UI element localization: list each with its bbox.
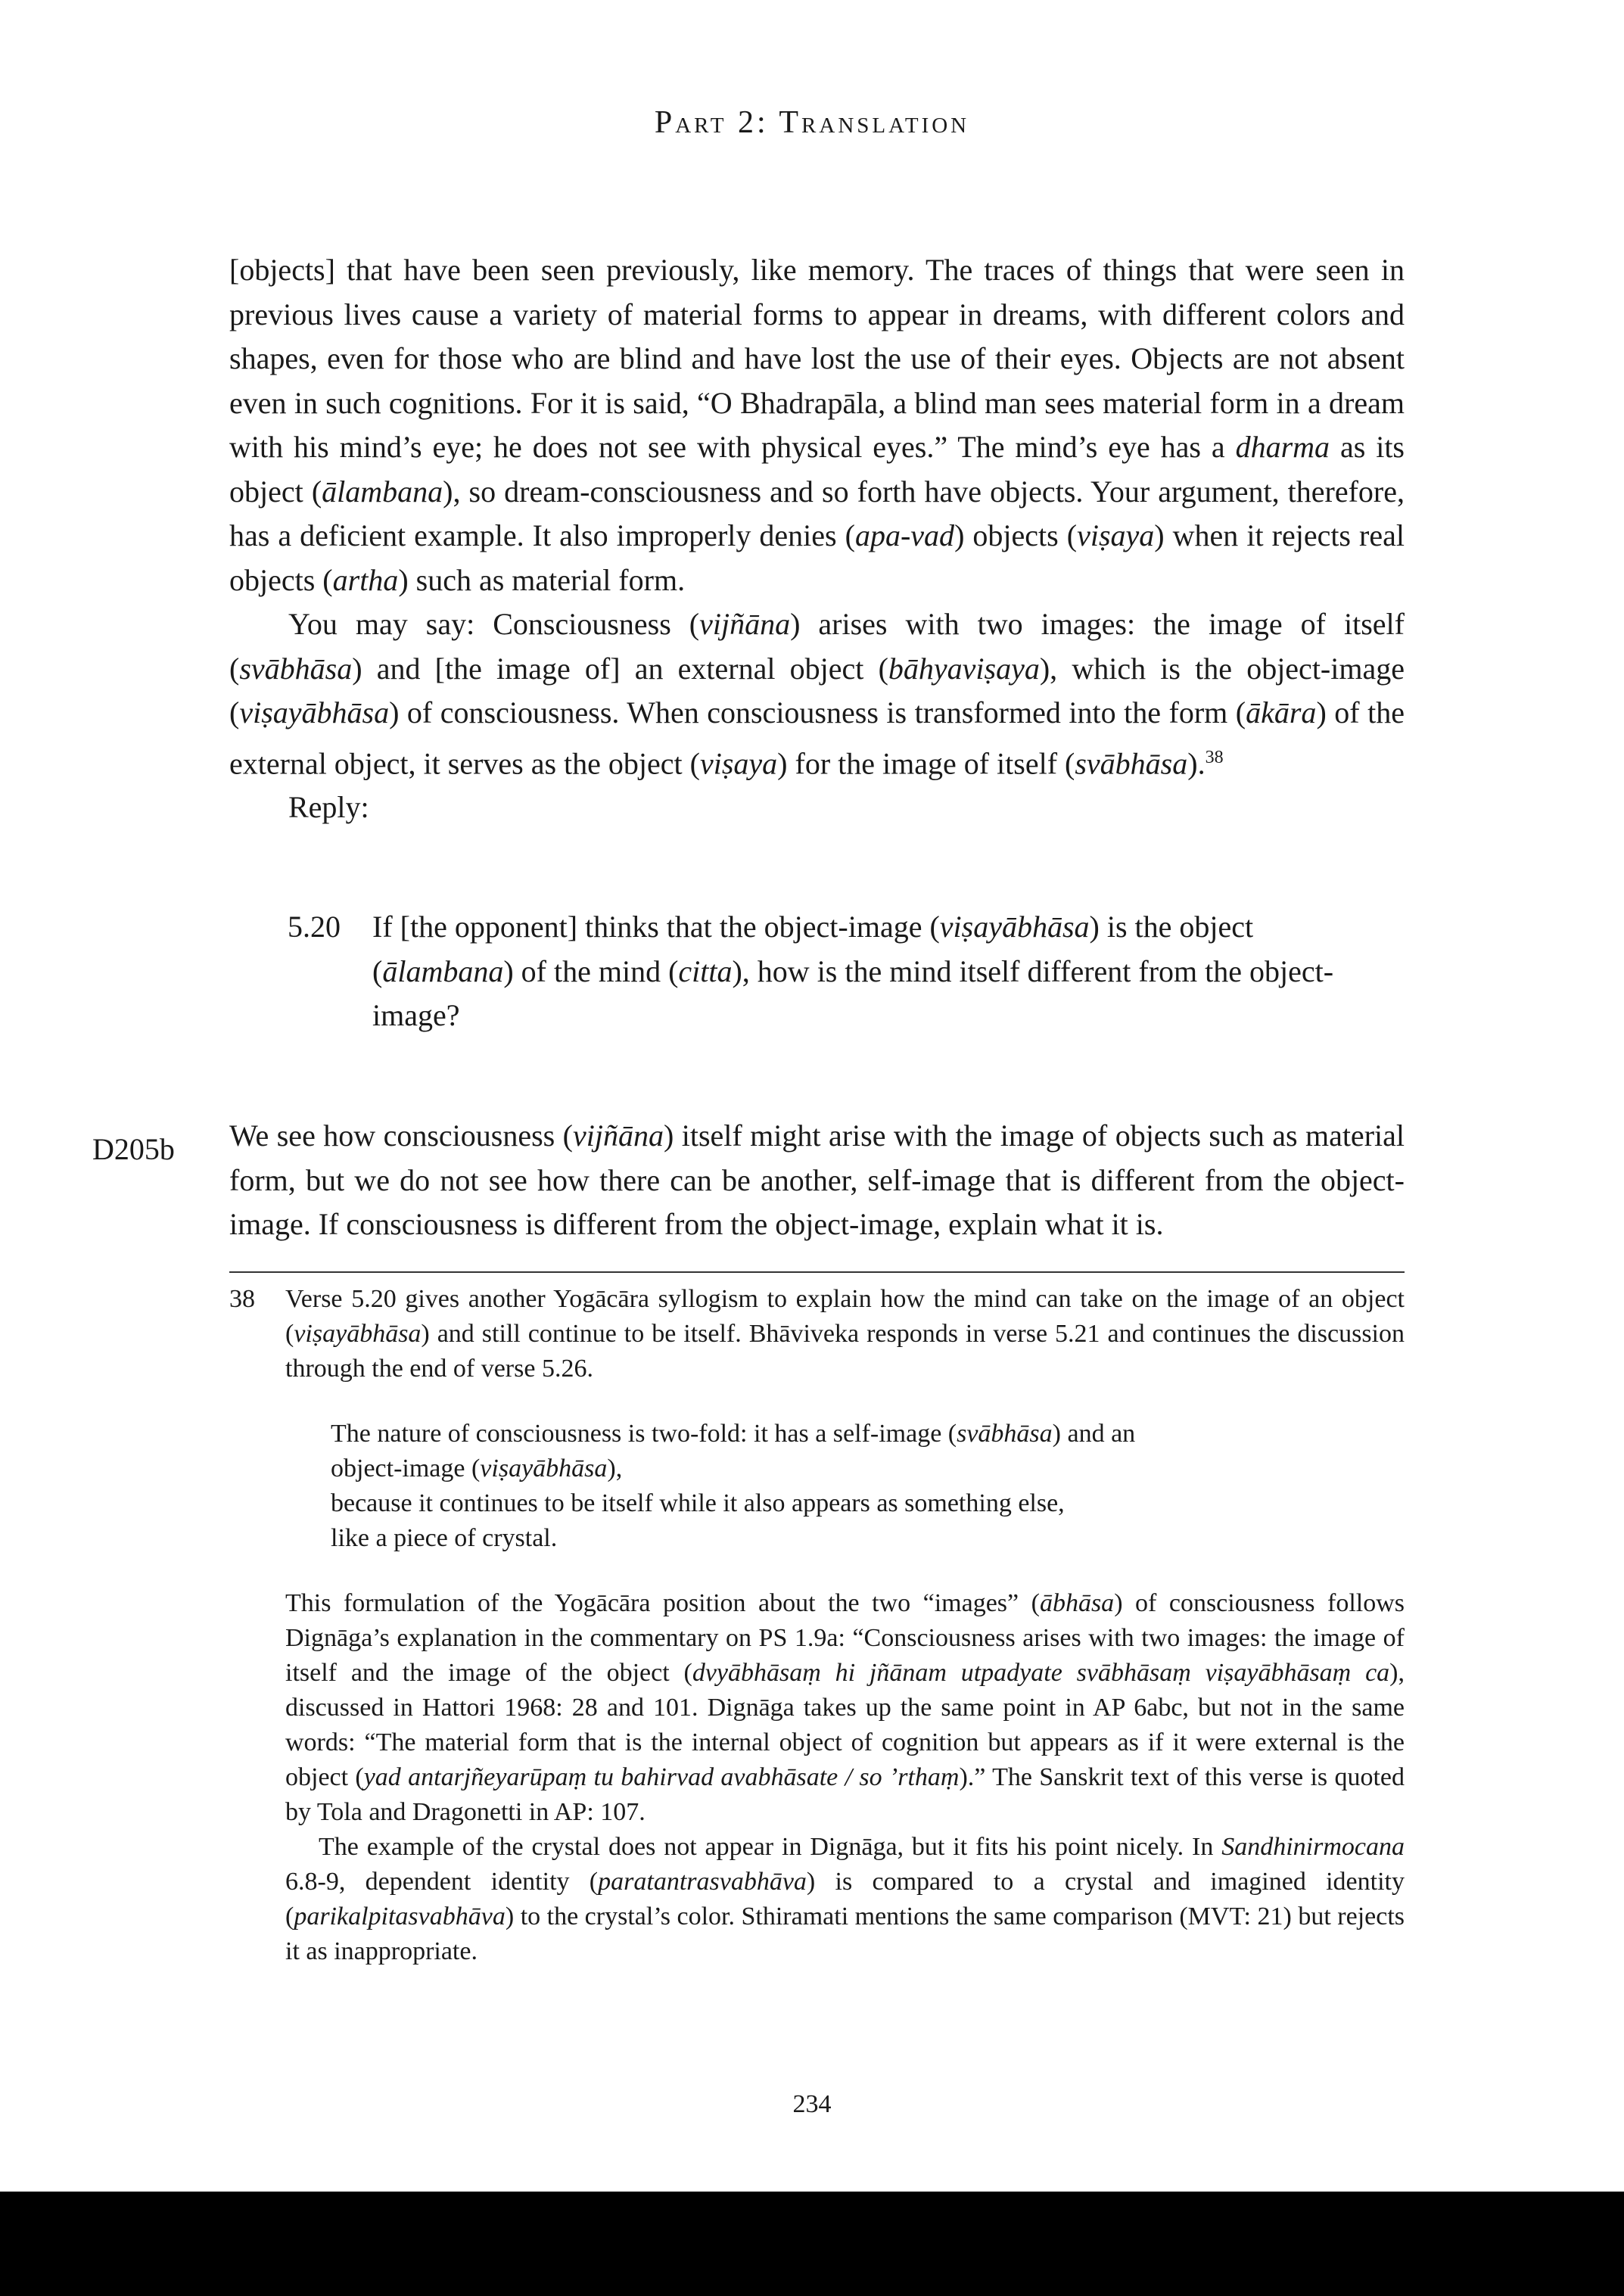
footnote-divider — [229, 1271, 1405, 1273]
page-number: 234 — [792, 2090, 832, 2118]
footnote-paragraph: Verse 5.20 gives another Yogācāra syllogism to explain how the mind can take on the image of an object (viṣayābhāsa) and still continue to be itself. Bhāviveka responds in verse 5.21 and continues the discussion through the end of verse 5.26. — [285, 1285, 1405, 1383]
footnote — [229, 1282, 1405, 1969]
footnote-paragraph: This formulation of the Yogācāra position about the two “images” (ābhāsa) of consciousness follows Dignāga’s explanation in the commentary on PS 1.9a: “Consciousness arises with two images: the image of itself and the image of the object (dvyābhāsaṃ hi jñānam utpadyate svābhāsaṃ viṣayābhāsaṃ ca), discussed in Hattori 1968: 28 and 101. Dignāga takes up the same point in AP 6abc, but not in the same words: “The material form that is the internal object of cognition but appears as if it were external is the object (yad antarjñeyarūpaṃ tu bahirvad avabhāsate / so ’rthaṃ).” The Sanskrit text of this verse is quoted by Tola and Dragonetti in AP: 107. — [285, 1589, 1405, 1826]
paragraph: Reply: — [288, 790, 369, 825]
main-text-continued — [229, 1084, 1405, 1277]
paragraph: We see how consciousness (vijñāna) itself might arise with the image of objects such as material form, but we do not see how there can be another, self-image that is different from the object-image. If consciousness is different from the object-image, explain what it is. — [229, 1118, 1405, 1241]
footnote-paragraph: The example of the crystal does not appear in Dignāga, but it fits his point nicely. In Sandhinirmocana 6.8-9, dependent identity (paratantrasvabhāva) is compared to a crystal and imagined identity (parikalpitasvabhāva) to the crystal’s color. Sthiramati mentions the same comparison (MVT: 21) but rejects it as inappropriate. — [285, 1833, 1405, 1965]
paragraph: You may say: Consciousness (vijñāna) arises with two images: the image of itself (svābhāsa) and [the image of] an external object (bāhyaviṣaya), which is the object-image (viṣayābhāsa) of consciousness. When consciousness is transformed into the form (ākāra) of the external object, it serves as the object (viṣaya) for the image of itself (svābhāsa).$^{38}$ — [229, 607, 1405, 780]
verse-5-20 — [288, 905, 1400, 1038]
verse-text: If [the opponent] thinks that the object-image (viṣayābhāsa) is the object (ālambana) of the mind (citta), how is the mind itself different from the object-image? — [372, 910, 1334, 1032]
running-header: Part 2: Translation — [654, 105, 970, 140]
footnote-verse: The nature of consciousness is two-fold: it has a self-image (svābhāsa) and an object-image (viṣayābhāsa), because it continues to be itself while it also appears as something else, like a piece of crystal. — [331, 1420, 1136, 1552]
footnote-number: 38 — [229, 1285, 255, 1313]
main-text — [229, 248, 1405, 830]
paragraph: [objects] that have been seen previously, like memory. The traces of things that were seen in previous lives cause a variety of material forms to appear in dreams, with different colors and shapes, even for those who are blind and have lost the use of their eyes. Objects are not absent even in such cognitions. For it is said, “O Bhadrapāla, a blind man sees material form in a dream with his mind’s eye; he does not see with physical eyes.” The mind’s eye has a dharma as its object (ālambana), so dream-consciousness and so forth have objects. Your argument, therefore, has a deficient example. It also improperly denies (apa-vad) objects (viṣaya) when it rejects real objects (artha) such as material form. — [229, 253, 1405, 597]
scan-border — [0, 2192, 1624, 2296]
margin-reference: D205b — [92, 1132, 175, 1166]
footnote-reference[interactable]: 38 — [1205, 747, 1224, 767]
verse-number: 5.20 — [288, 910, 341, 944]
